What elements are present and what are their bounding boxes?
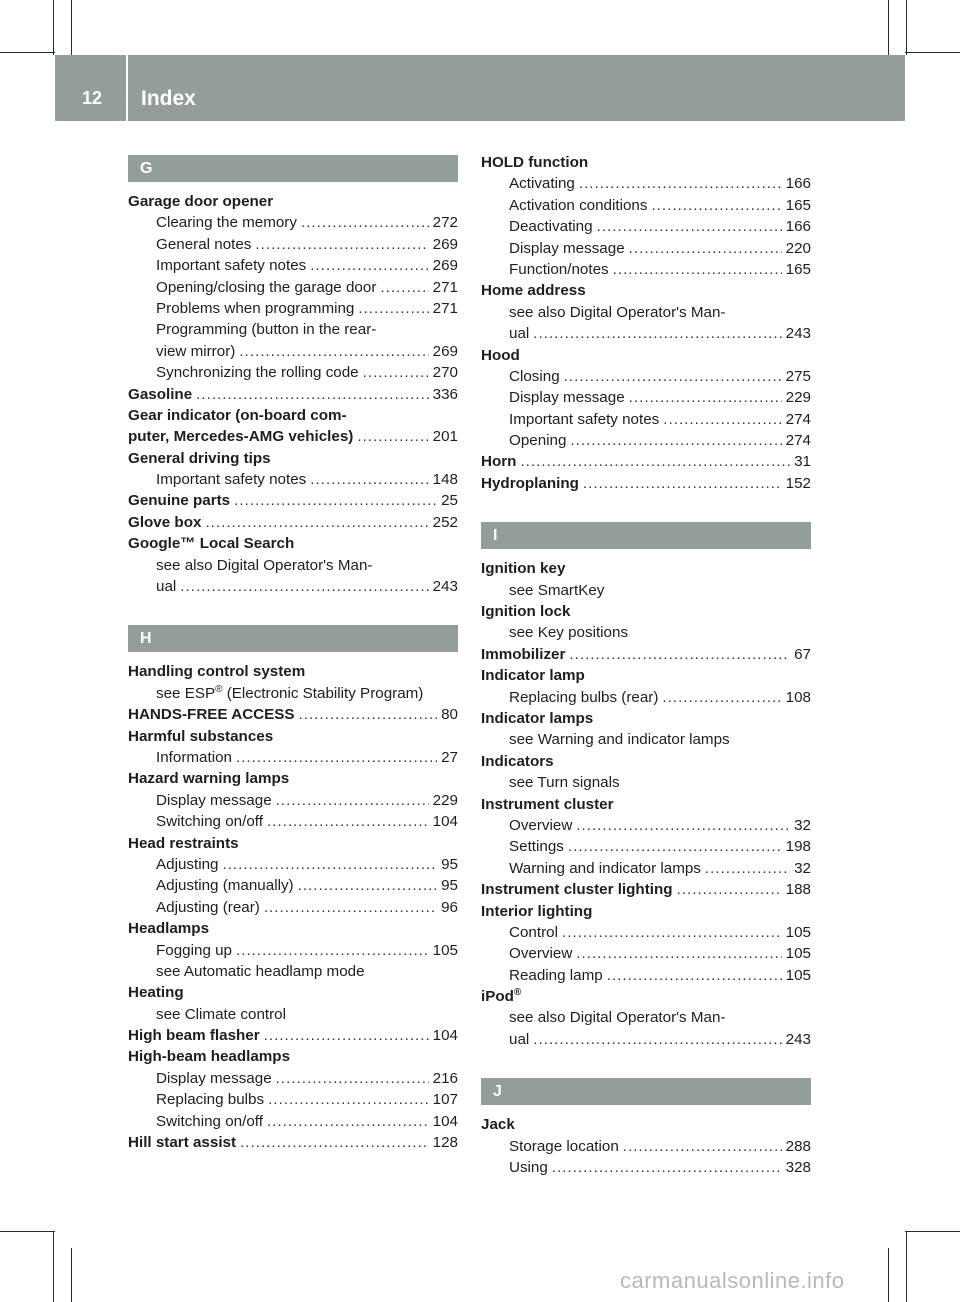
entry-text: Reading lamp [509,966,603,984]
leader-dots [662,687,781,708]
page-reference[interactable]: 243 [785,1030,811,1048]
leader-dots [358,298,428,319]
entry-text: Opening [509,432,567,450]
entry-text: see also Digital Operator's Man- [509,1009,726,1027]
index-entry [481,1114,811,1135]
index-entry [481,708,811,729]
index-entry [128,533,458,554]
entry-text: Switching on/off [156,813,263,831]
entry-text: HOLD function [481,154,589,171]
leader-dots [180,576,428,597]
page-reference[interactable]: 198 [785,838,811,856]
index-subentry[interactable] [128,1089,458,1110]
entry-text: Indicator lamp [481,667,585,685]
leader-dots [264,1025,429,1046]
index-subentry[interactable] [128,897,458,918]
page-reference[interactable]: 152 [785,474,811,492]
entry-text: Adjusting (rear) [156,898,260,916]
entry-text: Overview [509,945,573,963]
index-subentry[interactable] [481,922,811,943]
leader-dots [576,943,781,964]
entry-text: ual [156,578,177,596]
crop-mark [0,52,55,53]
entry-text: see Automatic headlamp mode [156,962,365,980]
index-subentry[interactable] [128,811,458,832]
index-subentry[interactable] [128,234,458,255]
leader-dots [520,451,790,472]
entry-text: Opening/closing the garage door [156,278,377,296]
entry-text: Problems when programming [156,299,355,317]
leader-dots [310,469,428,490]
leader-dots [196,384,429,405]
entry-text: Switching on/off [156,1112,263,1130]
entry-text: see Warning and indicator lamps [509,731,730,749]
entry-text: puter, Mercedes-AMG vehicles) [128,428,354,446]
entry-text: Clearing the memory [156,214,297,232]
leader-dots [677,879,782,900]
entry-text: Hazard warning lamps [128,770,290,788]
entry-text: Hill start assist [128,1134,237,1152]
index-entry [128,982,458,1003]
page-reference[interactable]: 27 [441,748,458,766]
index-subentry [128,1004,458,1025]
page-reference[interactable]: 32 [794,816,811,834]
page-reference[interactable]: 274 [785,410,811,428]
entry-text: view mirror) [156,342,236,360]
page-reference[interactable]: 67 [794,645,811,663]
leader-dots [607,965,782,986]
entry-text: Harmful substances [128,727,274,745]
index-entry [481,345,811,366]
page-reference[interactable]: 107 [432,1091,458,1109]
index-subentry [481,729,811,750]
entry-text: General driving tips [128,449,271,467]
index-subentry[interactable] [481,366,811,387]
page-reference[interactable]: 243 [432,578,458,596]
entry-text: Glove box [128,513,202,531]
entry-text: Display message [156,1069,272,1087]
page-reference[interactable]: 269 [432,235,458,253]
index-entry [128,1046,458,1067]
index-entry [128,833,458,854]
entry-text: Settings [509,838,564,856]
entry-text: Fogging up [156,941,232,959]
leader-dots [240,1132,429,1153]
leader-dots [301,212,429,233]
leader-dots [276,1068,429,1089]
index-subentry[interactable] [481,409,811,430]
leader-dots [533,1029,781,1050]
page-reference[interactable]: 216 [432,1069,458,1087]
index-subentry[interactable] [481,687,811,708]
leader-dots [569,644,790,665]
entry-text: Heating [128,984,184,1002]
crop-mark [53,1231,54,1302]
header-divider [126,55,128,121]
leader-dots [234,490,437,511]
index-entry [481,901,811,922]
entry-text: see SmartKey [509,581,605,599]
entry-text: Synchronizing the rolling code [156,364,359,382]
entry-text: Display message [509,239,625,257]
entry-text: Storage location [509,1137,619,1155]
leader-dots [562,922,782,943]
entry-text: Display message [509,389,625,407]
entry-text: Overview [509,816,573,834]
page-reference[interactable]: 165 [785,196,811,214]
index-column-left [128,155,458,1153]
page-reference[interactable]: 288 [785,1137,811,1155]
entry-text: see ESP® (Electronic Stability Program) [156,683,424,702]
entry-text: Indicator lamps [481,709,594,727]
crop-mark [906,1231,907,1302]
page-reference[interactable]: 271 [432,299,458,317]
page-reference[interactable]: 220 [785,239,811,257]
leader-dots [310,255,428,276]
entry-text: Instrument cluster [481,795,614,813]
page-reference[interactable]: 166 [785,218,811,236]
leader-dots [533,323,781,344]
crop-mark [71,1248,72,1302]
index-subentry[interactable] [481,1157,811,1178]
index-subentry[interactable] [128,341,458,362]
leader-dots [663,409,781,430]
leader-dots [579,173,782,194]
entry-text: Activation conditions [509,196,648,214]
index-subentry[interactable] [128,469,458,490]
page-reference[interactable]: 269 [432,257,458,275]
index-entry [128,191,458,212]
index-entry [481,558,811,579]
page-reference[interactable]: 148 [432,471,458,489]
entry-text: Gear indicator (on-board com- [128,406,347,424]
entry-text: Important safety notes [156,257,307,275]
page-reference[interactable]: 336 [432,385,458,403]
entry-text: Important safety notes [156,471,307,489]
entry-text: Head restraints [128,834,239,852]
page-reference[interactable]: 80 [441,706,458,724]
entry-text: Warning and indicator lamps [509,859,701,877]
index-subentry[interactable] [481,195,811,216]
index-entry [128,448,458,469]
leader-dots [363,362,429,383]
leader-dots [236,747,437,768]
section-gap [481,494,811,522]
entry-text: Instrument cluster lighting [481,881,673,899]
crop-mark [53,0,54,55]
index-subentry[interactable] [481,858,811,879]
page-reference[interactable]: 166 [785,175,811,193]
leader-dots [597,216,782,237]
index-subentry[interactable] [481,1029,811,1050]
index-entry [128,918,458,939]
page-reference[interactable]: 274 [785,432,811,450]
index-subentry[interactable] [128,790,458,811]
index-entry [128,768,458,789]
leader-dots [552,1157,782,1178]
page-reference[interactable]: 165 [785,260,811,278]
crop-mark [888,1248,889,1302]
entry-text: General notes [156,235,252,253]
page-reference[interactable]: 229 [785,389,811,407]
page-reference[interactable]: 96 [441,898,458,916]
index-entry [481,986,811,1007]
leader-dots [651,195,781,216]
entry-text: Deactivating [509,218,593,236]
page-reference[interactable]: 105 [432,941,458,959]
entry-text: Replacing bulbs [156,1091,265,1109]
page-reference[interactable]: 272 [432,214,458,232]
leader-dots [576,815,790,836]
index-subentry[interactable] [481,238,811,259]
index-entry[interactable] [481,879,811,900]
page-reference[interactable]: 201 [432,428,458,446]
index-subentry[interactable] [128,1111,458,1132]
entry-text: High beam flasher [128,1027,260,1045]
index-subentry[interactable] [481,387,811,408]
page-reference[interactable]: 229 [432,791,458,809]
entry-text: Interior lighting [481,902,593,920]
page-reference[interactable]: 188 [785,881,811,899]
index-entry [481,601,811,622]
entry-text: Adjusting [156,855,219,873]
index-subentry[interactable] [128,255,458,276]
entry-text: Activating [509,175,575,193]
leader-dots [298,875,438,896]
leader-dots [629,387,782,408]
index-subentry [128,961,458,982]
index-subentry[interactable] [481,430,811,451]
index-column-right [481,152,811,1178]
crop-mark [906,0,907,55]
section-gap [481,1050,811,1078]
index-subentry[interactable] [128,298,458,319]
section-letter-j: J [481,1078,811,1105]
index-subentry[interactable] [128,854,458,875]
page-reference[interactable]: 243 [785,325,811,343]
index-entry [481,280,811,301]
entry-text: ual [509,1030,530,1048]
index-subentry[interactable] [481,943,811,964]
entry-text: iPod® [481,987,522,1006]
index-entry[interactable] [128,490,458,511]
leader-dots [564,366,782,387]
entry-text: Control [509,923,558,941]
crop-mark [905,1231,960,1232]
page-reference[interactable]: 252 [432,513,458,531]
watermark: carmanualsonline.info [620,1268,845,1293]
index-subentry[interactable] [128,875,458,896]
entry-text: see Climate control [156,1005,286,1023]
leader-dots [267,1111,429,1132]
leader-dots [357,426,428,447]
leader-dots [268,1089,429,1110]
index-subentry[interactable] [481,259,811,280]
page-number: 12 [82,88,103,108]
index-entry [481,152,811,173]
index-subentry[interactable] [128,940,458,961]
index-subentry [481,1007,811,1028]
page-reference[interactable]: 108 [785,688,811,706]
leader-dots [267,811,429,832]
index-subentry [128,555,458,576]
section-gap [128,597,458,625]
leader-dots [705,858,790,879]
leader-dots [380,277,428,298]
index-subentry [481,622,811,643]
entry-text: Programming (button in the rear- [156,321,377,339]
entry-text: ual [509,325,530,343]
entry-text: Immobilizer [481,645,566,663]
index-subentry [481,580,811,601]
index-subentry[interactable] [128,1068,458,1089]
index-entry[interactable] [128,704,458,725]
index-subentry[interactable] [128,212,458,233]
leader-dots [613,259,782,280]
entry-text: Ignition lock [481,603,571,621]
page-reference[interactable]: 275 [785,367,811,385]
page-reference[interactable]: 104 [432,813,458,831]
index-subentry[interactable] [481,323,811,344]
page-reference[interactable]: 105 [785,966,811,984]
leader-dots [583,473,782,494]
index-subentry[interactable] [128,576,458,597]
entry-text: see also Digital Operator's Man- [509,303,726,321]
index-subentry[interactable] [481,815,811,836]
entry-text: Indicators [481,752,554,770]
index-entry [128,726,458,747]
entry-text: Jack [481,1116,515,1134]
leader-dots [276,790,429,811]
entry-text: Hydroplaning [481,474,579,492]
page-reference[interactable]: 95 [441,855,458,873]
index-entry [481,665,811,686]
entry-text: Adjusting (manually) [156,877,294,895]
index-entry [481,794,811,815]
entry-text: Home address [481,282,586,300]
leader-dots [264,897,437,918]
page-reference[interactable]: 25 [441,492,458,510]
page-reference[interactable]: 269 [432,342,458,360]
entry-text: see Turn signals [509,774,620,792]
leader-dots [299,704,438,725]
section-letter-h: H [128,625,458,652]
entry-text: Horn [481,453,517,471]
page-reference[interactable]: 31 [794,453,811,471]
crop-mark [71,0,72,55]
index-subentry[interactable] [481,1136,811,1157]
page-reference[interactable]: 105 [785,923,811,941]
index-subentry [128,683,458,704]
leader-dots [629,238,782,259]
index-subentry[interactable] [481,173,811,194]
index-entry[interactable] [128,426,458,447]
index-subentry[interactable] [128,277,458,298]
entry-text: HANDS-FREE ACCESS [128,706,295,724]
index-subentry [481,302,811,323]
page-reference[interactable]: 104 [432,1112,458,1130]
index-entry[interactable] [481,451,811,472]
crop-mark [905,52,960,53]
index-entry[interactable] [481,644,811,665]
index-entry[interactable] [128,1132,458,1153]
page-reference[interactable]: 128 [432,1134,458,1152]
entry-text: Closing [509,367,560,385]
entry-text: Hood [481,346,520,364]
leader-dots [255,234,428,255]
page-reference[interactable]: 328 [785,1159,811,1177]
index-entry[interactable] [481,473,811,494]
crop-mark [0,1231,55,1232]
leader-dots [205,512,428,533]
entry-text: Using [509,1159,548,1177]
index-entry[interactable] [128,1025,458,1046]
index-entry [128,405,458,426]
index-entry[interactable] [128,384,458,405]
index-subentry[interactable] [481,965,811,986]
page-title: Index [141,87,196,110]
index-subentry[interactable] [128,362,458,383]
leader-dots [222,854,437,875]
page-reference[interactable]: 270 [432,364,458,382]
leader-dots [236,940,429,961]
leader-dots [568,836,782,857]
leader-dots [239,341,428,362]
page-reference[interactable]: 95 [441,877,458,895]
index-entry [128,661,458,682]
entry-text: Function/notes [509,260,609,278]
leader-dots [623,1136,782,1157]
entry-text: Handling control system [128,663,306,681]
index-entry[interactable] [128,512,458,533]
page-reference[interactable]: 105 [785,945,811,963]
entry-text: Important safety notes [509,410,660,428]
entry-text: Information [156,748,232,766]
entry-text: Genuine parts [128,492,231,510]
crop-mark [888,0,889,55]
leader-dots [570,430,781,451]
page-reference[interactable]: 104 [432,1027,458,1045]
index-subentry [481,772,811,793]
index-subentry[interactable] [481,216,811,237]
page-reference[interactable]: 32 [794,859,811,877]
index-entry [481,751,811,772]
entry-text: Headlamps [128,920,210,938]
index-subentry[interactable] [128,747,458,768]
entry-text: High-beam headlamps [128,1048,291,1066]
entry-text: Ignition key [481,560,566,578]
entry-text: Replacing bulbs (rear) [509,688,659,706]
index-subentry [128,319,458,340]
entry-text: see Key positions [509,624,629,642]
entry-text: see also Digital Operator's Man- [156,556,373,574]
entry-text: Display message [156,791,272,809]
index-subentry[interactable] [481,836,811,857]
entry-text: Google™ Local Search [128,535,295,553]
section-letter-i: I [481,522,811,549]
entry-text: Garage door opener [128,193,274,210]
entry-text: Gasoline [128,385,193,403]
page-reference[interactable]: 271 [432,278,458,296]
section-letter-g: G [128,155,458,182]
